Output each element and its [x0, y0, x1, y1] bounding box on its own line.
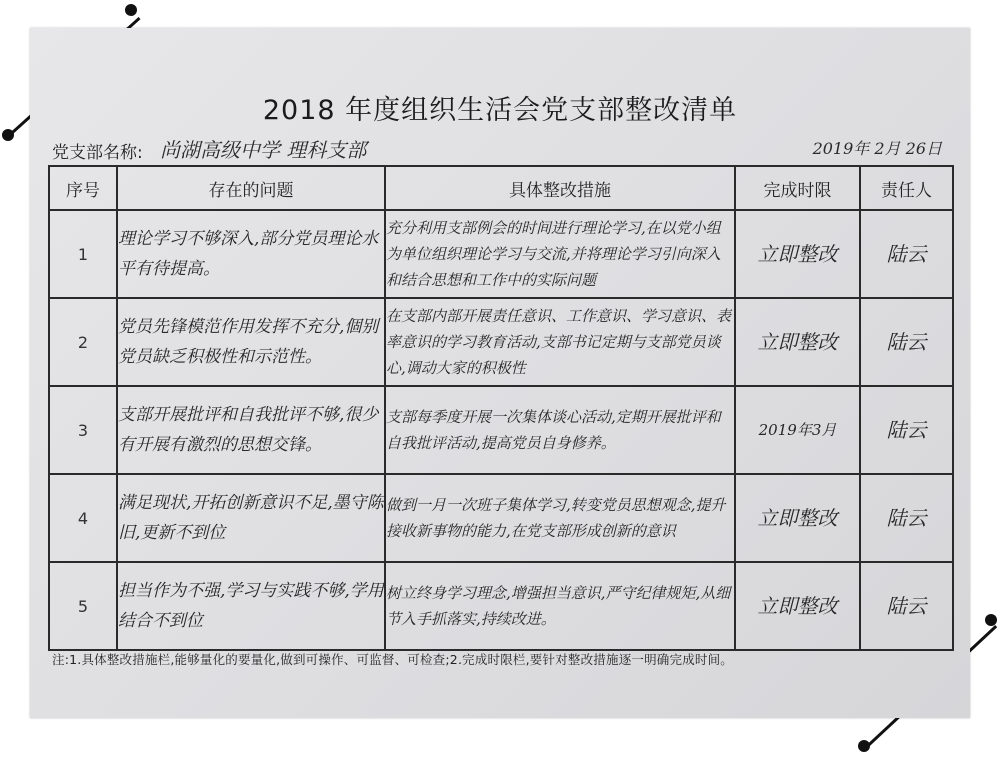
row-number: 3: [49, 386, 117, 474]
person-cell: 陆云: [860, 386, 953, 474]
problem-cell: 理论学习不够深入,部分党员理论水平有待提高。: [117, 210, 385, 298]
table-header-row: [49, 166, 953, 210]
person-cell: 陆云: [860, 298, 953, 386]
row-number: 2: [49, 298, 117, 386]
measure-cell: 做到一月一次班子集体学习,转变党员思想观念,提升接收新事物的能力,在党支部形成创新的意识: [385, 474, 735, 562]
header-problem: 存在的问题: [117, 166, 385, 210]
problem-cell: 满足现状,开拓创新意识不足,墨守陈旧,更新不到位: [117, 474, 385, 562]
document-sheet: [30, 28, 970, 718]
footnote: 注:1.具体整改措施栏,能够量化的要量化,做到可操作、可监督、可检查;2.完成时限栏,要针对整改措施逐一明确完成时间。: [52, 652, 733, 667]
problem-cell: 担当作为不强,学习与实践不够,学用结合不到位: [117, 562, 385, 650]
table-row: [49, 562, 953, 650]
deadline-cell: 立即整改: [735, 210, 860, 298]
table-row: [49, 210, 953, 298]
document-title: 2018 年度组织生活会党支部整改清单: [262, 95, 738, 126]
branch-name-label: 党支部名称:: [52, 143, 143, 163]
person-cell: 陆云: [860, 474, 953, 562]
person-cell: 陆云: [860, 562, 953, 650]
table-row: [49, 298, 953, 386]
corner-dot: [2, 129, 14, 141]
row-number: 4: [49, 474, 117, 562]
deadline-cell: 立即整改: [735, 474, 860, 562]
header-person: 责任人: [860, 166, 953, 210]
deadline-cell: 立即整改: [735, 298, 860, 386]
measure-cell: 树立终身学习理念,增强担当意识,严守纪律规矩,从细节入手抓落实,持续改进。: [385, 562, 735, 650]
header-deadline: 完成时限: [735, 166, 860, 210]
corner-dot: [858, 740, 870, 752]
document-date: 2019年 2月 26日: [812, 139, 942, 158]
header-measure: 具体整改措施: [385, 166, 735, 210]
person-cell: 陆云: [860, 210, 953, 298]
corner-dot: [985, 614, 997, 626]
header-meta: [52, 132, 952, 162]
deadline-cell: 立即整改: [735, 562, 860, 650]
problem-cell: 支部开展批评和自我批评不够,很少有开展有激烈的思想交锋。: [117, 386, 385, 474]
row-number: 5: [49, 562, 117, 650]
measure-cell: 支部每季度开展一次集体谈心活动,定期开展批评和自我批评活动,提高党员自身修养。: [385, 386, 735, 474]
corner-dot: [125, 4, 137, 16]
table-row: [49, 474, 953, 562]
header-no: 序号: [49, 166, 117, 210]
measure-cell: 在支部内部开展责任意识、工作意识、学习意识、表率意识的学习教育活动,支部书记定期与支部党员谈心,调动大家的积极性: [385, 298, 735, 386]
row-number: 1: [49, 210, 117, 298]
table-row: [49, 386, 953, 474]
rectification-table: [48, 165, 954, 651]
problem-cell: 党员先锋模范作用发挥不充分,個别党员缺乏积极性和示范性。: [117, 298, 385, 386]
measure-cell: 充分利用支部例会的时间进行理论学习,在以党小组为单位组织理论学习与交流,并将理论学习引向深入和结合思想和工作中的实际问题: [385, 210, 735, 298]
branch-name-value: 尚湖高级中学 理科支部: [160, 138, 367, 162]
deadline-cell: 2019年3月: [735, 386, 860, 474]
